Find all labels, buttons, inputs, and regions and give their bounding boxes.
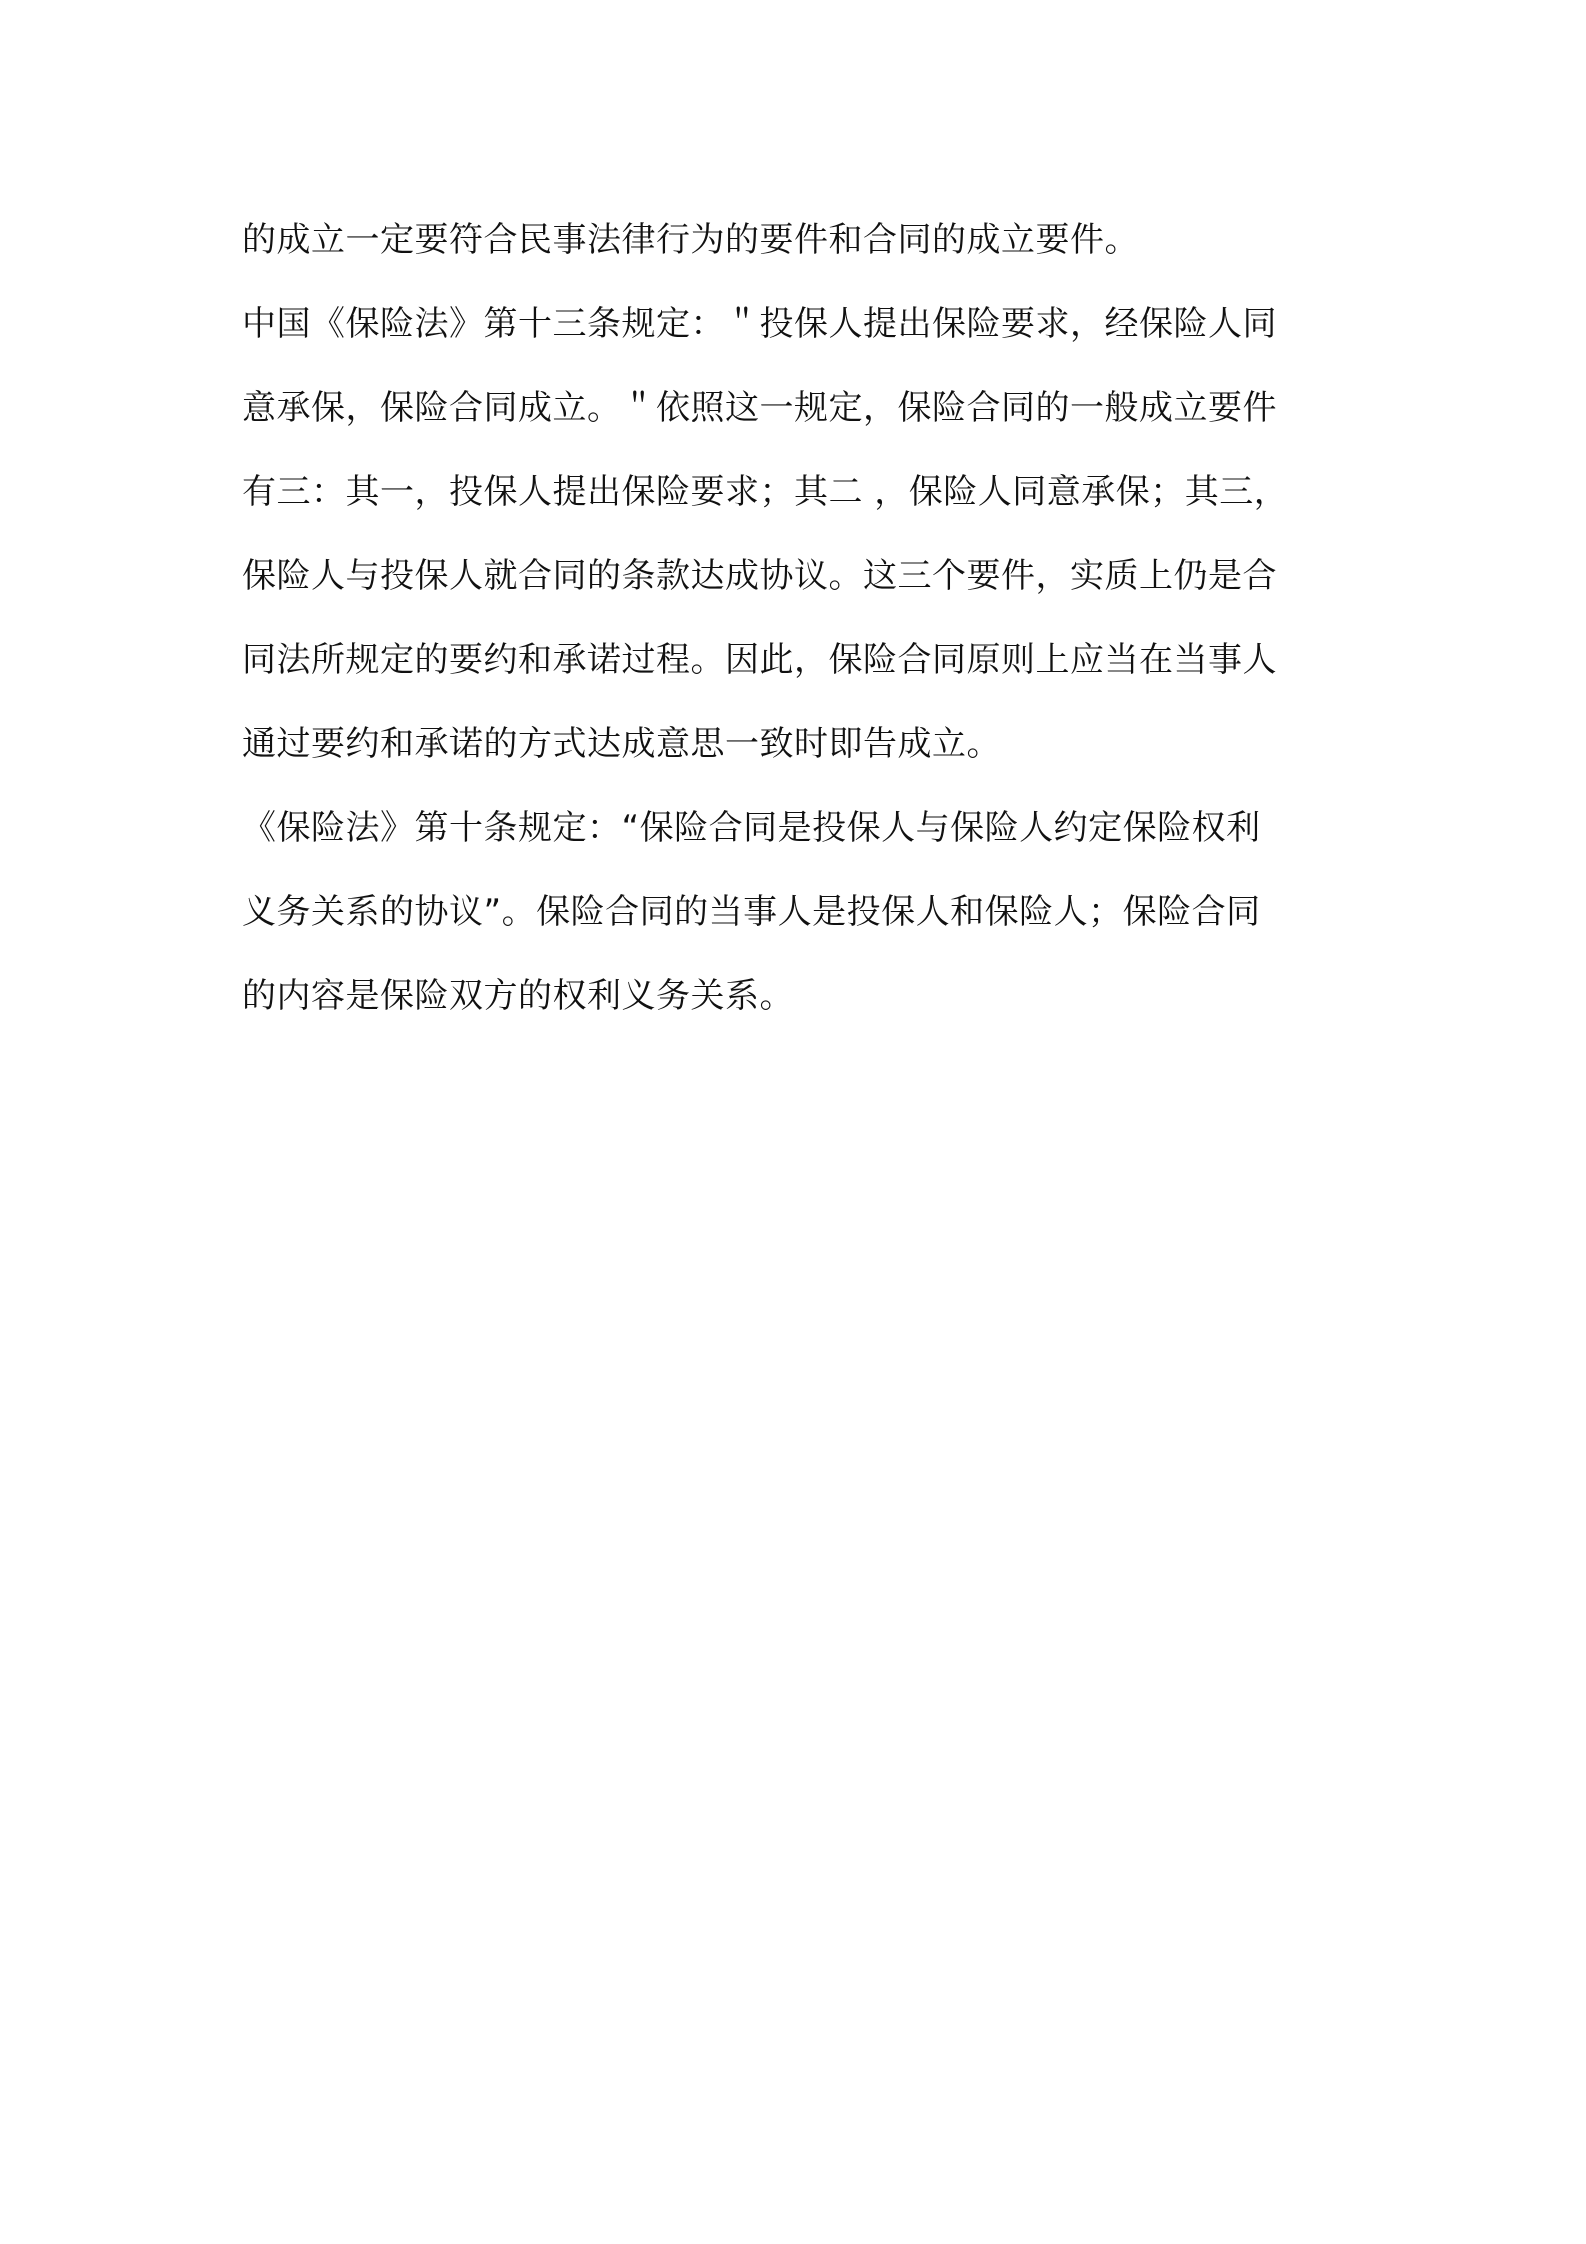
text-line: 意承保，保险合同成立。＂依照这一规定，保险合同的一般成立要件 (242, 388, 1277, 428)
text-line: 《保险法》第十条规定：“保险合同是投保人与保险人约定保险权利 (242, 808, 1261, 848)
text-line: 的内容是保险双方的权利义务关系。 (242, 976, 794, 1016)
body-text (242, 198, 1354, 1038)
text-line: 有三：其一，投保人提出保险要求；其二 ，保险人同意承保；其三， (242, 472, 1289, 512)
text-line: 的成立一定要符合民事法律行为的要件和合同的成立要件。 (242, 220, 1139, 260)
text-line: 义务关系的协议”。保险合同的当事人是投保人和保险人；保险合同 (242, 892, 1261, 932)
text-line: 同法所规定的要约和承诺过程。因此，保险合同原则上应当在当事人 (242, 640, 1277, 680)
text-line: 保险人与投保人就合同的条款达成协议。这三个要件，实质上仍是合 (242, 556, 1277, 596)
text-line: 中国《保险法》第十三条规定：＂投保人提出保险要求，经保险人同 (242, 304, 1277, 344)
text-line: 通过要约和承诺的方式达成意思一致时即告成立。 (242, 724, 1001, 764)
